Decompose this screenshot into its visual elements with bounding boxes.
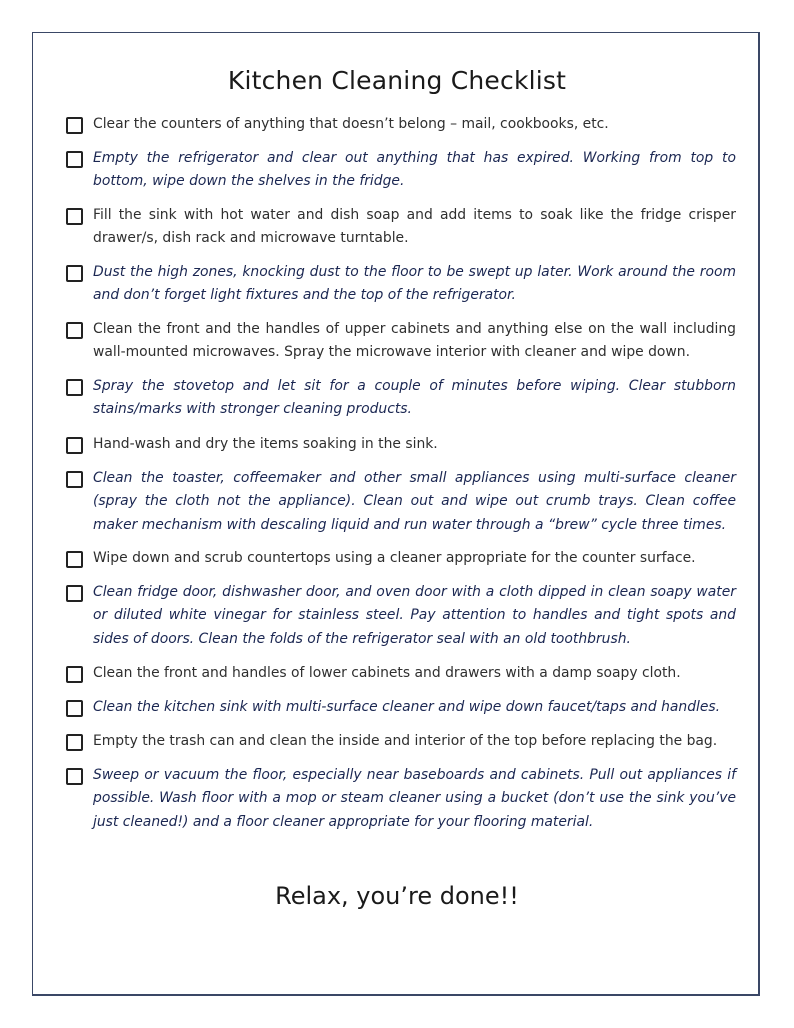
item-text: Empty the trash can and clean the inside and interior of the top before replacing the bag. <box>93 733 718 749</box>
checkbox-icon[interactable] <box>66 379 83 396</box>
checkbox-icon[interactable] <box>66 585 83 602</box>
item-text: Clean the front and handles of lower cabinets and drawers with a damp soapy cloth. <box>93 665 681 681</box>
checkbox-icon[interactable] <box>66 322 83 339</box>
checkbox-icon[interactable] <box>66 734 83 751</box>
item-text: Fill the sink with hot water and dish soap and add items to soak like the fridge crisper drawer/s, dish rack and microwave turntable. <box>93 207 736 247</box>
checkbox-icon[interactable] <box>66 151 83 168</box>
item-text: Dust the high zones, knocking dust to the floor to be swept up later. Work around the room and don’t forget light fixtures and the top of the refrigerator. <box>93 264 736 304</box>
item-text: Clean the toaster, coffeemaker and other small appliances using multi-surface cleaner (spray the cloth not the appliance). Clean out and wipe out crumb trays. Clean coffee maker mechanism with descaling liquid and run water through a “brew” cycle three times. <box>93 470 736 533</box>
item-text: Clean the front and the handles of upper cabinets and anything else on the wall including wall-mounted microwaves. Spray the microwave interior with cleaner and wipe down. <box>93 321 736 361</box>
checkbox-icon[interactable] <box>66 768 83 785</box>
closing-message: Relax, you’re done!! <box>275 882 519 910</box>
checkbox-icon[interactable] <box>66 666 83 683</box>
checkbox-icon[interactable] <box>66 265 83 282</box>
item-text: Spray the stovetop and let sit for a couple of minutes before wiping. Clear stubborn stains/marks with stronger cleaning products. <box>93 378 736 418</box>
item-text: Clean fridge door, dishwasher door, and oven door with a cloth dipped in clean soapy water or diluted white vinegar for stainless steel. Pay attention to handles and tight spots and sides of doors. Clean the folds of the refrigerator seal with an old toothbrush. <box>93 584 736 647</box>
checkbox-icon[interactable] <box>66 437 83 454</box>
item-text: Clear the counters of anything that doesn’t belong – mail, cookbooks, etc. <box>93 116 609 132</box>
checkbox-icon[interactable] <box>66 117 83 134</box>
item-text: Clean the kitchen sink with multi-surface cleaner and wipe down faucet/taps and handles. <box>93 699 721 715</box>
checkbox-icon[interactable] <box>66 471 83 488</box>
checkbox-icon[interactable] <box>66 700 83 717</box>
item-text: Empty the refrigerator and clear out anything that has expired. Working from top to bottom, wipe down the shelves in the fridge. <box>93 150 736 190</box>
item-text: Wipe down and scrub countertops using a cleaner appropriate for the counter surface. <box>93 550 696 566</box>
item-text: Hand-wash and dry the items soaking in the sink. <box>93 436 438 452</box>
item-text: Sweep or vacuum the floor, especially near baseboards and cabinets. Pull out appliances if possible. Wash floor with a mop or steam cleaner using a bucket (don’t use the sink you’ve just cleaned!) and a floor cleaner appropriate for your flooring material. <box>93 767 736 830</box>
page-title: Kitchen Cleaning Checklist <box>227 66 567 95</box>
checkbox-icon[interactable] <box>66 551 83 568</box>
checkbox-icon[interactable] <box>66 208 83 225</box>
